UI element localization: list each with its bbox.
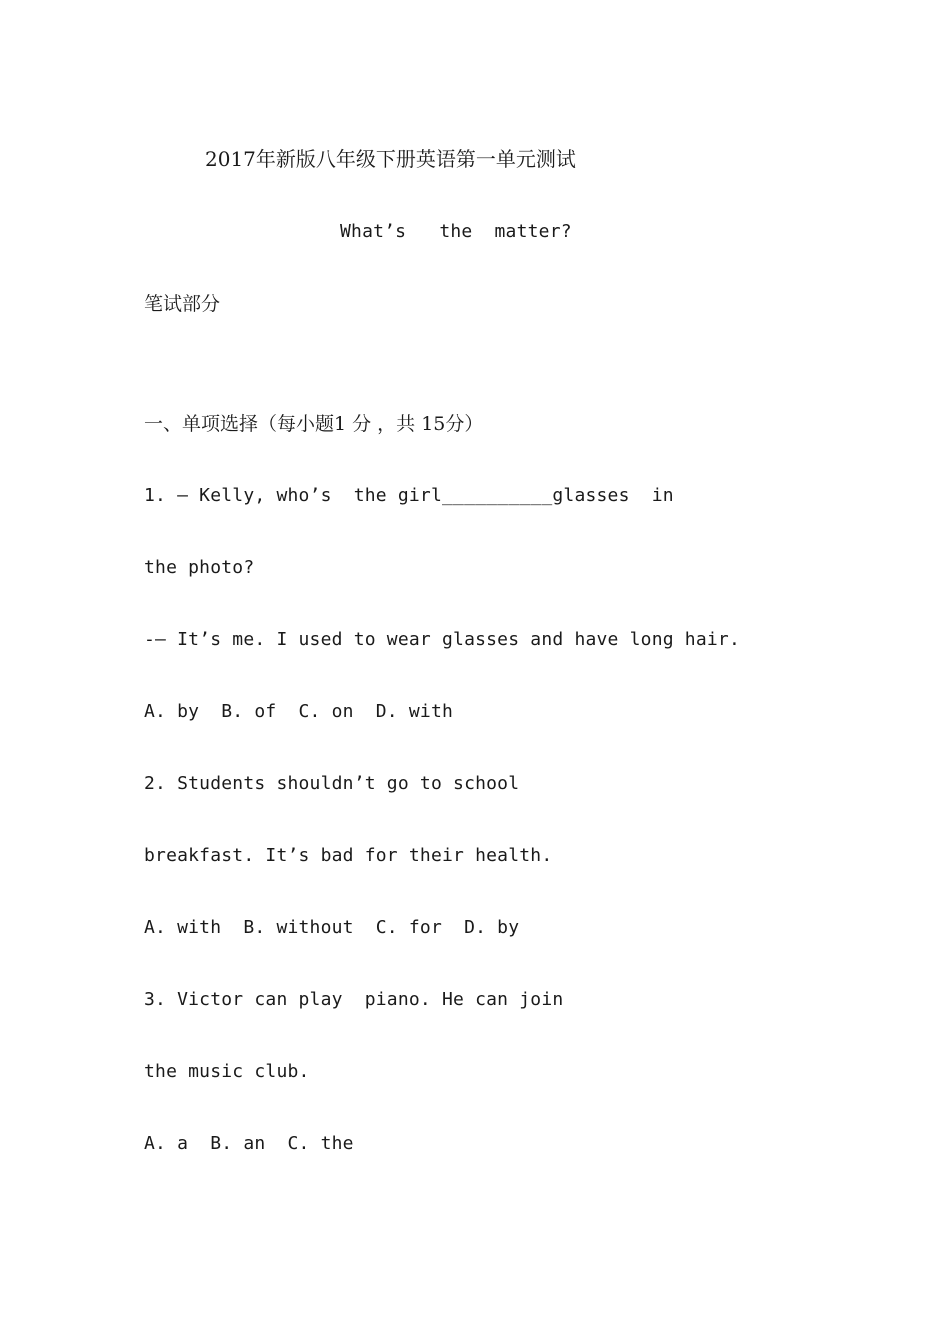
- question-1-options: A. by B. of C. on D. with: [144, 701, 454, 722]
- question-2-line-2: breakfast. It’s bad for their health.: [144, 845, 553, 866]
- question-1-line-2: the photo?: [144, 557, 255, 578]
- question-2-line-1: 2. Students shouldn’t go to school: [144, 773, 520, 794]
- question-3-line-1: 3. Victor can play piano. He can join: [144, 989, 564, 1010]
- question-3-line-2: the music club.: [144, 1061, 310, 1082]
- document-title: 2017年新版八年级下册英语第一单元测试: [205, 147, 576, 171]
- question-1-line-1: 1. — Kelly, who’s the girl__________glasses in: [144, 485, 674, 506]
- question-2-options: A. with B. without C. for D. by: [144, 917, 520, 938]
- question-1-answer-line: -— It’s me. I used to wear glasses and have long hair.: [144, 629, 740, 650]
- question-3-options: A. a B. an C. the: [144, 1133, 354, 1154]
- part-one-heading: 一、单项选择（每小题1 分 ，共 15分）: [144, 413, 484, 435]
- document-subtitle: What’s the matter?: [340, 221, 572, 242]
- section-heading-written: 笔试部分: [144, 293, 221, 315]
